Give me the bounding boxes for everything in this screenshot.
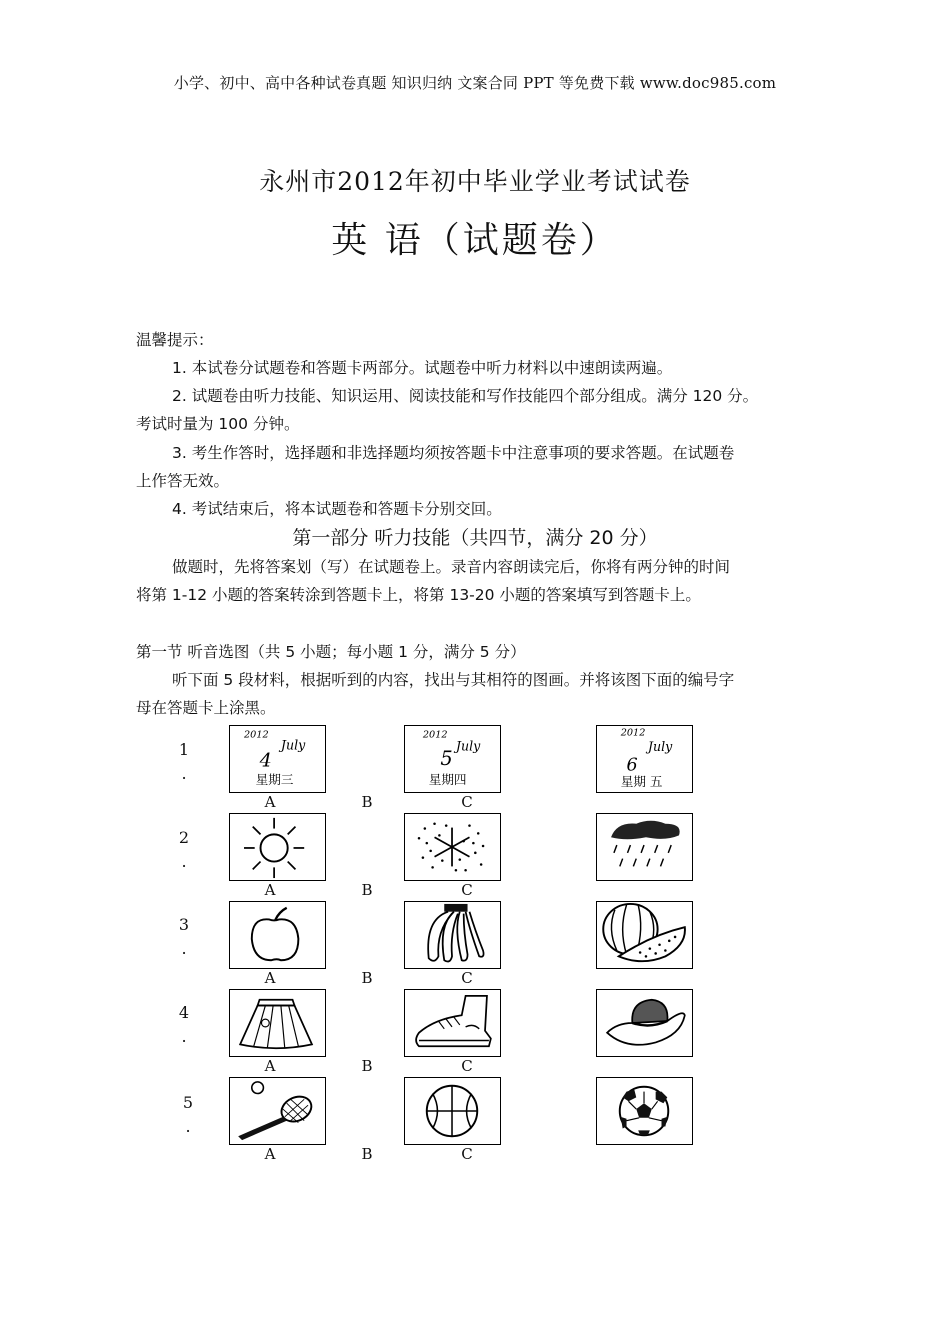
option-label-b: B [361, 969, 373, 987]
section1-desc: 听下面 5 段材料，根据听到的内容，找出与其相符的图画。并将该图下面的编号字 [172, 671, 735, 689]
svg-text:星期 五: 星期 五 [620, 774, 663, 790]
option-label-c: C [461, 1145, 473, 1163]
notice-heading: 温馨提示： [136, 331, 214, 349]
svg-text:July: July [647, 739, 673, 755]
svg-text:2012: 2012 [422, 729, 448, 741]
section1-desc-cont: 母在答题卡上涂黑。 [136, 699, 276, 717]
svg-text:2012: 2012 [244, 729, 269, 741]
page-header: 小学、初中、高中各种试卷真题 知识归纳 文案合同 PPT 等免费下载 www.doc985.com [173, 74, 777, 92]
option-label-c: C [461, 969, 473, 987]
notice-item-2-cont: 考试时量为 100 分钟。 [136, 415, 300, 433]
section1-title: 第一节 听音选图（共 5 小题；每小题 1 分，满分 5 分） [136, 643, 526, 661]
option-label-a: A [264, 793, 276, 811]
tennis-racket-icon [229, 1077, 326, 1145]
basketball-icon [404, 1077, 501, 1145]
option-label-c: C [461, 793, 473, 811]
option-label-c: C [461, 1057, 473, 1075]
option-label-a: A [264, 1145, 276, 1163]
snow-icon [404, 813, 501, 881]
skirt-icon [229, 989, 326, 1057]
svg-text:4: 4 [259, 748, 272, 772]
subject-title: 英 语（试题卷） [331, 220, 619, 261]
notice-item-3-cont: 上作答无效。 [136, 472, 230, 490]
calendar-picture [404, 725, 501, 793]
sun-icon [229, 813, 326, 881]
question-number: 5 . [182, 1093, 194, 1136]
hat-icon [596, 989, 693, 1057]
option-label-b: B [361, 793, 373, 811]
svg-text:5: 5 [440, 746, 453, 770]
option-label-c: C [461, 881, 473, 899]
part1-title: 第一部分 听力技能（共四节，满分 20 分） [292, 527, 658, 549]
rain-icon [596, 813, 693, 881]
svg-text:星期四: 星期四 [428, 772, 467, 788]
notice-item-1: 1. 本试卷分试题卷和答题卡两部分。试题卷中听力材料以中速朗读两遍。 [172, 359, 673, 377]
calendar-picture [229, 725, 326, 793]
question-number: 3 . [178, 915, 190, 958]
question-number: 1 . [178, 740, 190, 783]
question-number: 4 . [178, 1003, 190, 1046]
banana-icon [404, 901, 501, 969]
part1-desc: 做题时，先将答案划（写）在试题卷上。录音内容朗读完后，你将有两分钟的时间 [172, 558, 731, 576]
watermelon-icon [596, 901, 693, 969]
part1-desc-cont: 将第 1-12 小题的答案转涂到答题卡上，将第 13-20 小题的答案填写到答题卡上。 [136, 586, 701, 604]
svg-text:July: July [455, 738, 481, 754]
soccer-ball-icon [596, 1077, 693, 1145]
question-number: 2 . [178, 828, 190, 871]
exam-title: 永州市2012年初中毕业学业考试试卷 [259, 167, 691, 196]
option-label-b: B [361, 881, 373, 899]
option-label-a: A [264, 881, 276, 899]
option-label-b: B [361, 1145, 373, 1163]
svg-text:6: 6 [626, 755, 638, 776]
svg-text:July: July [280, 737, 306, 753]
option-label-b: B [361, 1057, 373, 1075]
shoe-icon [404, 989, 501, 1057]
notice-item-2: 2. 试题卷由听力技能、知识运用、阅读技能和写作技能四个部分组成。满分 120 分。 [172, 387, 759, 405]
notice-item-4: 4. 考试结束后，将本试题卷和答题卡分别交回。 [172, 500, 502, 518]
option-label-a: A [264, 969, 276, 987]
svg-text:2012: 2012 [620, 727, 646, 739]
calendar-picture [596, 725, 693, 793]
notice-item-3: 3. 考生作答时，选择题和非选择题均须按答题卡中注意事项的要求答题。在试题卷 [172, 444, 735, 462]
svg-text:星期三: 星期三 [255, 772, 294, 788]
apple-icon [229, 901, 326, 969]
option-label-a: A [264, 1057, 276, 1075]
